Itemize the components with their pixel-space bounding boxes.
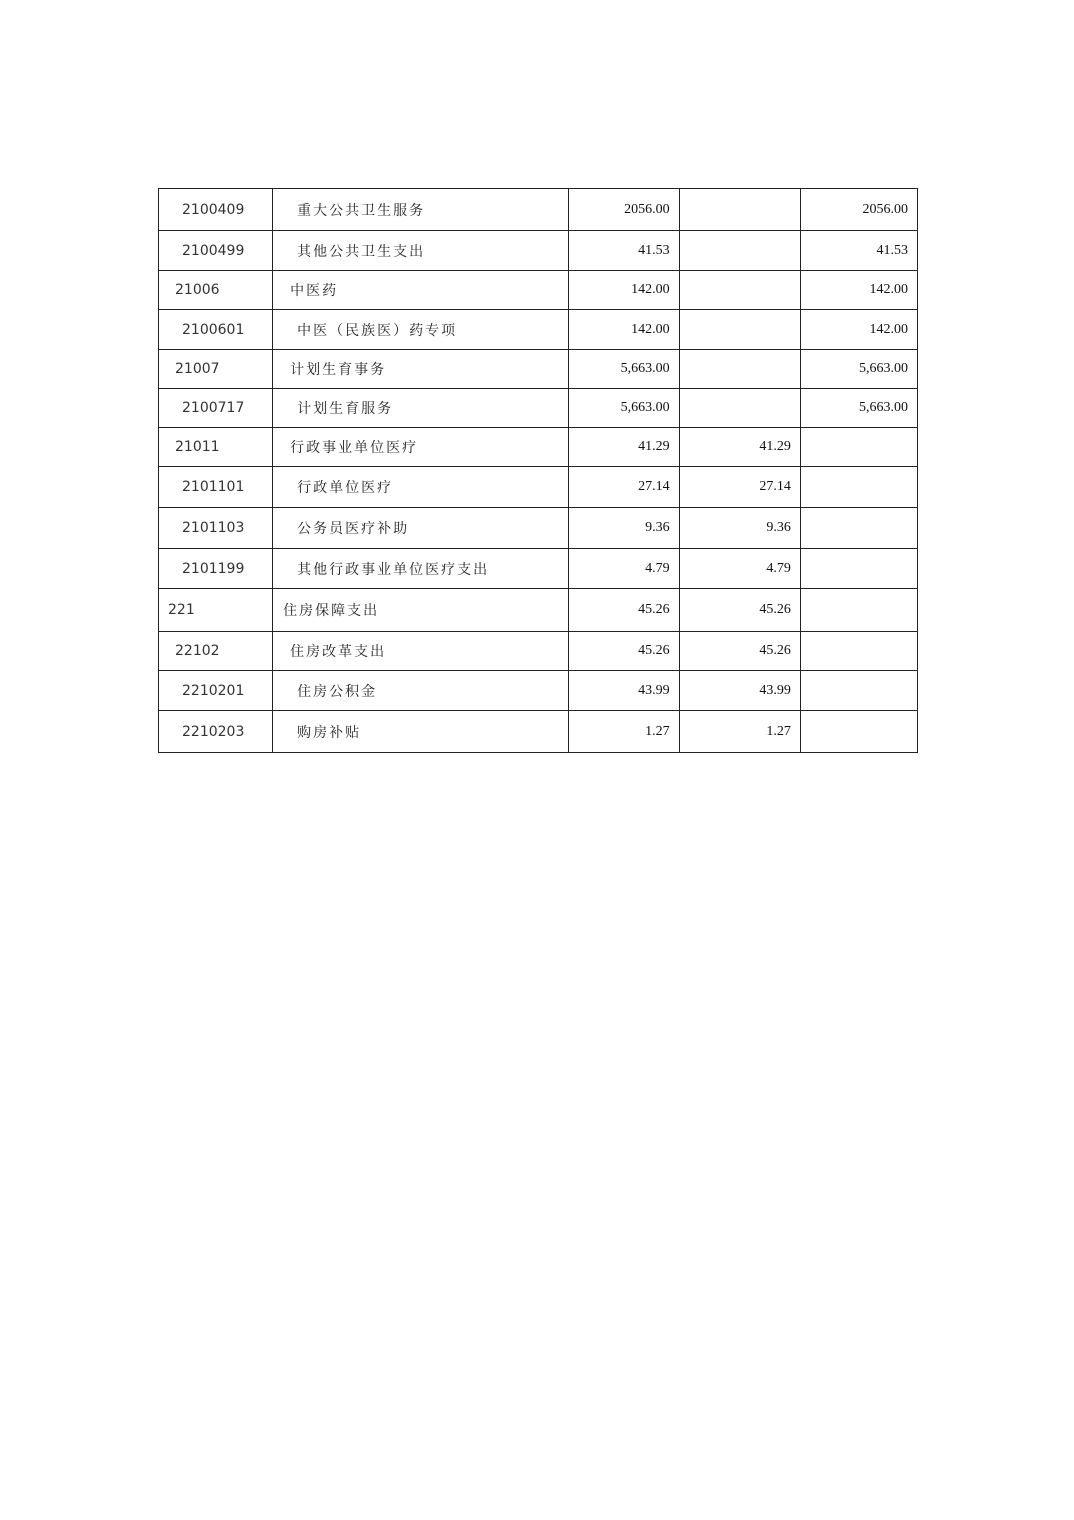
amount-cell: 45.26 xyxy=(679,589,800,632)
budget-table xyxy=(158,188,918,753)
amount-cell xyxy=(800,711,917,753)
amount-cell: 43.99 xyxy=(568,671,679,711)
amount-cell: 5,663.00 xyxy=(800,350,917,389)
table-row xyxy=(159,632,918,671)
table-body xyxy=(159,189,918,753)
amount-cell xyxy=(800,632,917,671)
table-row xyxy=(159,271,918,310)
account-code-cell: 2210201 xyxy=(159,671,273,711)
account-code-cell: 2101103 xyxy=(159,508,273,549)
table-row xyxy=(159,310,918,350)
account-name-cell: 其他公共卫生支出 xyxy=(273,231,568,271)
account-code-cell: 21006 xyxy=(159,271,273,310)
table-row xyxy=(159,467,918,508)
account-code-cell: 221 xyxy=(159,589,273,632)
account-name-cell: 重大公共卫生服务 xyxy=(273,189,568,231)
amount-cell: 45.26 xyxy=(679,632,800,671)
account-name-cell: 购房补贴 xyxy=(273,711,568,753)
account-code-cell: 22102 xyxy=(159,632,273,671)
amount-cell: 2056.00 xyxy=(800,189,917,231)
amount-cell xyxy=(679,389,800,428)
table-row xyxy=(159,231,918,271)
table-row xyxy=(159,508,918,549)
account-name-cell: 中医（民族医）药专项 xyxy=(273,310,568,350)
amount-cell: 43.99 xyxy=(679,671,800,711)
account-name-cell: 行政单位医疗 xyxy=(273,467,568,508)
amount-cell: 45.26 xyxy=(568,632,679,671)
amount-cell xyxy=(800,467,917,508)
table-row xyxy=(159,711,918,753)
amount-cell: 41.53 xyxy=(568,231,679,271)
amount-cell xyxy=(800,428,917,467)
amount-cell: 9.36 xyxy=(679,508,800,549)
amount-cell: 5,663.00 xyxy=(568,350,679,389)
amount-cell: 4.79 xyxy=(568,549,679,589)
amount-cell: 5,663.00 xyxy=(800,389,917,428)
amount-cell: 142.00 xyxy=(568,271,679,310)
account-code-cell: 21007 xyxy=(159,350,273,389)
amount-cell: 142.00 xyxy=(568,310,679,350)
amount-cell xyxy=(800,549,917,589)
amount-cell: 27.14 xyxy=(679,467,800,508)
amount-cell: 2056.00 xyxy=(568,189,679,231)
amount-cell xyxy=(800,671,917,711)
amount-cell xyxy=(679,189,800,231)
amount-cell xyxy=(679,310,800,350)
amount-cell: 142.00 xyxy=(800,310,917,350)
account-code-cell: 2101101 xyxy=(159,467,273,508)
account-name-cell: 行政事业单位医疗 xyxy=(273,428,568,467)
account-name-cell: 公务员医疗补助 xyxy=(273,508,568,549)
amount-cell xyxy=(800,508,917,549)
amount-cell: 27.14 xyxy=(568,467,679,508)
account-name-cell: 中医药 xyxy=(273,271,568,310)
table-row xyxy=(159,350,918,389)
amount-cell: 45.26 xyxy=(568,589,679,632)
account-name-cell: 计划生育服务 xyxy=(273,389,568,428)
amount-cell xyxy=(679,271,800,310)
account-code-cell: 2100601 xyxy=(159,310,273,350)
amount-cell: 9.36 xyxy=(568,508,679,549)
account-code-cell: 2210203 xyxy=(159,711,273,753)
amount-cell xyxy=(800,589,917,632)
amount-cell: 5,663.00 xyxy=(568,389,679,428)
account-name-cell: 住房公积金 xyxy=(273,671,568,711)
amount-cell xyxy=(679,231,800,271)
amount-cell: 1.27 xyxy=(568,711,679,753)
account-code-cell: 2100717 xyxy=(159,389,273,428)
amount-cell: 41.29 xyxy=(568,428,679,467)
account-code-cell: 2100409 xyxy=(159,189,273,231)
table-row xyxy=(159,428,918,467)
account-name-cell: 住房保障支出 xyxy=(273,589,568,632)
account-name-cell: 其他行政事业单位医疗支出 xyxy=(273,549,568,589)
account-code-cell: 2100499 xyxy=(159,231,273,271)
amount-cell: 142.00 xyxy=(800,271,917,310)
table-row xyxy=(159,389,918,428)
amount-cell: 41.29 xyxy=(679,428,800,467)
table-row xyxy=(159,671,918,711)
amount-cell xyxy=(679,350,800,389)
account-name-cell: 住房改革支出 xyxy=(273,632,568,671)
table-row xyxy=(159,549,918,589)
account-code-cell: 21011 xyxy=(159,428,273,467)
account-code-cell: 2101199 xyxy=(159,549,273,589)
amount-cell: 41.53 xyxy=(800,231,917,271)
account-name-cell: 计划生育事务 xyxy=(273,350,568,389)
amount-cell: 1.27 xyxy=(679,711,800,753)
table-row xyxy=(159,589,918,632)
table-row xyxy=(159,189,918,231)
amount-cell: 4.79 xyxy=(679,549,800,589)
